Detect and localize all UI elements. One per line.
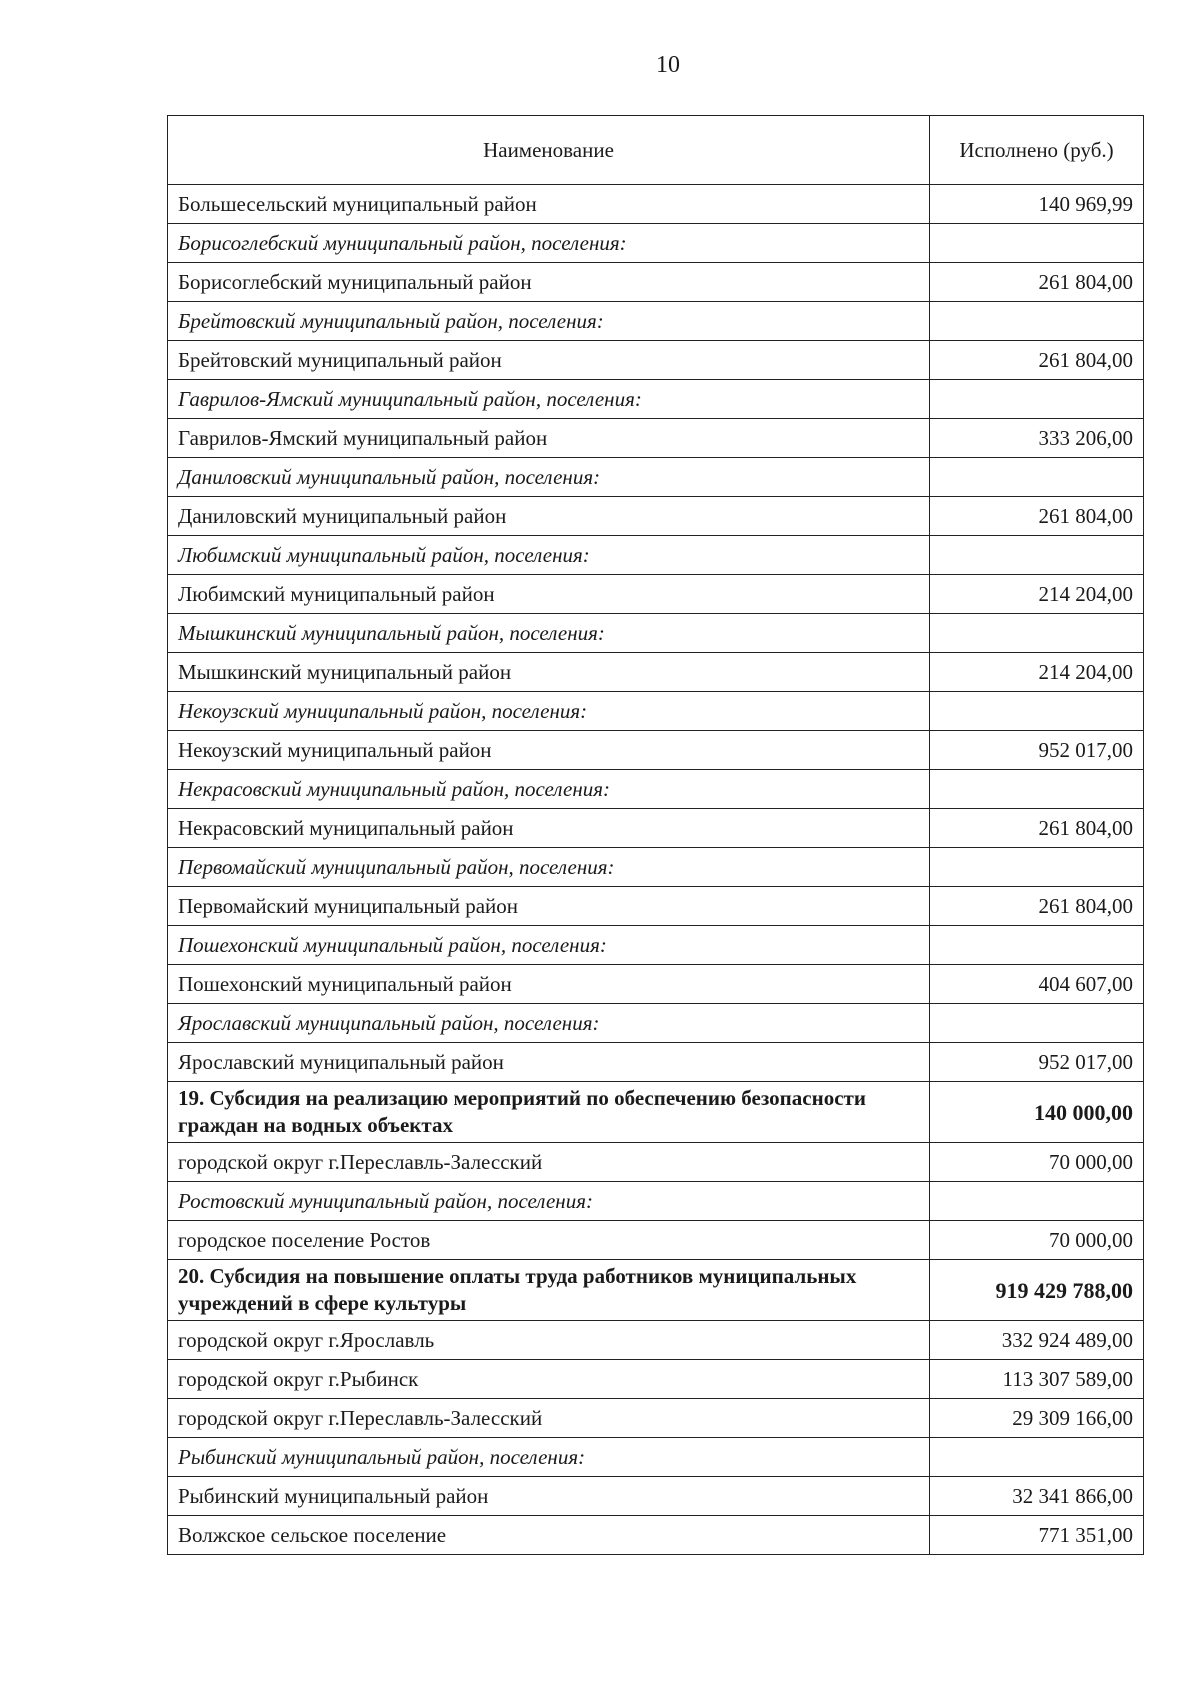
row-name: Мышкинский муниципальный район bbox=[168, 653, 930, 692]
row-name: Любимский муниципальный район bbox=[168, 575, 930, 614]
row-name: 20. Субсидия на повышение оплаты труда работников муниципальных учреждений в сфере культуры bbox=[168, 1260, 930, 1321]
table-row bbox=[168, 887, 1144, 926]
row-value bbox=[930, 1004, 1144, 1043]
section-row bbox=[168, 1082, 1144, 1143]
row-value: 140 000,00 bbox=[930, 1082, 1144, 1143]
row-value bbox=[930, 1182, 1144, 1221]
row-name: Волжское сельское поселение bbox=[168, 1516, 930, 1555]
row-name: Гаврилов-Ямский муниципальный район bbox=[168, 419, 930, 458]
row-value: 404 607,00 bbox=[930, 965, 1144, 1004]
row-value bbox=[930, 926, 1144, 965]
row-value bbox=[930, 302, 1144, 341]
row-value: 113 307 589,00 bbox=[930, 1360, 1144, 1399]
table-row bbox=[168, 1360, 1144, 1399]
row-value: 214 204,00 bbox=[930, 575, 1144, 614]
row-value: 332 924 489,00 bbox=[930, 1321, 1144, 1360]
table-row bbox=[168, 1043, 1144, 1082]
table-row bbox=[168, 965, 1144, 1004]
row-name: городской округ г.Переславль-Залесский bbox=[168, 1399, 930, 1438]
row-value bbox=[930, 1438, 1144, 1477]
row-name: городское поселение Ростов bbox=[168, 1221, 930, 1260]
row-value: 70 000,00 bbox=[930, 1143, 1144, 1182]
group-heading-row bbox=[168, 1182, 1144, 1221]
table-row bbox=[168, 809, 1144, 848]
table-row bbox=[168, 1221, 1144, 1260]
header-name: Наименование bbox=[168, 116, 930, 185]
row-value: 333 206,00 bbox=[930, 419, 1144, 458]
row-value bbox=[930, 458, 1144, 497]
row-value: 32 341 866,00 bbox=[930, 1477, 1144, 1516]
table-row bbox=[168, 185, 1144, 224]
row-value: 952 017,00 bbox=[930, 731, 1144, 770]
row-name: Борисоглебский муниципальный район bbox=[168, 263, 930, 302]
group-heading-row bbox=[168, 302, 1144, 341]
row-name: Некрасовский муниципальный район bbox=[168, 809, 930, 848]
row-value bbox=[930, 848, 1144, 887]
table-row bbox=[168, 263, 1144, 302]
row-name: Ярославский муниципальный район bbox=[168, 1043, 930, 1082]
table-row bbox=[168, 1399, 1144, 1438]
row-value: 29 309 166,00 bbox=[930, 1399, 1144, 1438]
row-name: Пошехонский муниципальный район bbox=[168, 965, 930, 1004]
row-name: городской округ г.Рыбинск bbox=[168, 1360, 930, 1399]
row-name: Некоузский муниципальный район bbox=[168, 731, 930, 770]
row-value: 214 204,00 bbox=[930, 653, 1144, 692]
row-name: Гаврилов-Ямский муниципальный район, поселения: bbox=[168, 380, 930, 419]
row-name: Даниловский муниципальный район bbox=[168, 497, 930, 536]
row-name: Рыбинский муниципальный район, поселения: bbox=[168, 1438, 930, 1477]
row-value bbox=[930, 692, 1144, 731]
row-name: городской округ г.Переславль-Залесский bbox=[168, 1143, 930, 1182]
row-name: Любимский муниципальный район, поселения: bbox=[168, 536, 930, 575]
table-row bbox=[168, 731, 1144, 770]
table-row bbox=[168, 575, 1144, 614]
row-name: Даниловский муниципальный район, поселения: bbox=[168, 458, 930, 497]
row-name: Большесельский муниципальный район bbox=[168, 185, 930, 224]
row-value bbox=[930, 614, 1144, 653]
group-heading-row bbox=[168, 692, 1144, 731]
table-row bbox=[168, 653, 1144, 692]
row-value bbox=[930, 224, 1144, 263]
row-value: 261 804,00 bbox=[930, 497, 1144, 536]
table-row bbox=[168, 1477, 1144, 1516]
row-value: 70 000,00 bbox=[930, 1221, 1144, 1260]
row-value: 261 804,00 bbox=[930, 263, 1144, 302]
row-name: Мышкинский муниципальный район, поселения: bbox=[168, 614, 930, 653]
row-value bbox=[930, 380, 1144, 419]
row-value: 261 804,00 bbox=[930, 887, 1144, 926]
table-row bbox=[168, 419, 1144, 458]
row-name: Ростовский муниципальный район, поселения: bbox=[168, 1182, 930, 1221]
group-heading-row bbox=[168, 614, 1144, 653]
group-heading-row bbox=[168, 926, 1144, 965]
row-value: 952 017,00 bbox=[930, 1043, 1144, 1082]
table-header-row bbox=[168, 116, 1144, 185]
row-value bbox=[930, 770, 1144, 809]
section-row bbox=[168, 1260, 1144, 1321]
group-heading-row bbox=[168, 536, 1144, 575]
header-value: Исполнено (руб.) bbox=[930, 116, 1144, 185]
page-number: 10 bbox=[656, 52, 680, 78]
row-value: 140 969,99 bbox=[930, 185, 1144, 224]
row-name: городской округ г.Ярославль bbox=[168, 1321, 930, 1360]
row-name: Брейтовский муниципальный район, поселения: bbox=[168, 302, 930, 341]
row-value: 261 804,00 bbox=[930, 809, 1144, 848]
row-name: Рыбинский муниципальный район bbox=[168, 1477, 930, 1516]
group-heading-row bbox=[168, 848, 1144, 887]
table-row bbox=[168, 1516, 1144, 1555]
row-name: Некоузский муниципальный район, поселения: bbox=[168, 692, 930, 731]
table-body bbox=[168, 185, 1144, 1555]
group-heading-row bbox=[168, 380, 1144, 419]
budget-table bbox=[167, 115, 1144, 1555]
group-heading-row bbox=[168, 458, 1144, 497]
group-heading-row bbox=[168, 224, 1144, 263]
group-heading-row bbox=[168, 770, 1144, 809]
row-name: Первомайский муниципальный район, поселения: bbox=[168, 848, 930, 887]
table-row bbox=[168, 1321, 1144, 1360]
row-name: Брейтовский муниципальный район bbox=[168, 341, 930, 380]
group-heading-row bbox=[168, 1438, 1144, 1477]
row-name: Пошехонский муниципальный район, поселения: bbox=[168, 926, 930, 965]
table-row bbox=[168, 341, 1144, 380]
row-value: 261 804,00 bbox=[930, 341, 1144, 380]
row-name: Некрасовский муниципальный район, поселения: bbox=[168, 770, 930, 809]
row-value: 919 429 788,00 bbox=[930, 1260, 1144, 1321]
row-name: Борисоглебский муниципальный район, поселения: bbox=[168, 224, 930, 263]
group-heading-row bbox=[168, 1004, 1144, 1043]
table-row bbox=[168, 1143, 1144, 1182]
table-row bbox=[168, 497, 1144, 536]
row-value bbox=[930, 536, 1144, 575]
row-name: Ярославский муниципальный район, поселения: bbox=[168, 1004, 930, 1043]
row-value: 771 351,00 bbox=[930, 1516, 1144, 1555]
row-name: 19. Субсидия на реализацию мероприятий по обеспечению безопасности граждан на водных объектах bbox=[168, 1082, 930, 1143]
row-name: Первомайский муниципальный район bbox=[168, 887, 930, 926]
